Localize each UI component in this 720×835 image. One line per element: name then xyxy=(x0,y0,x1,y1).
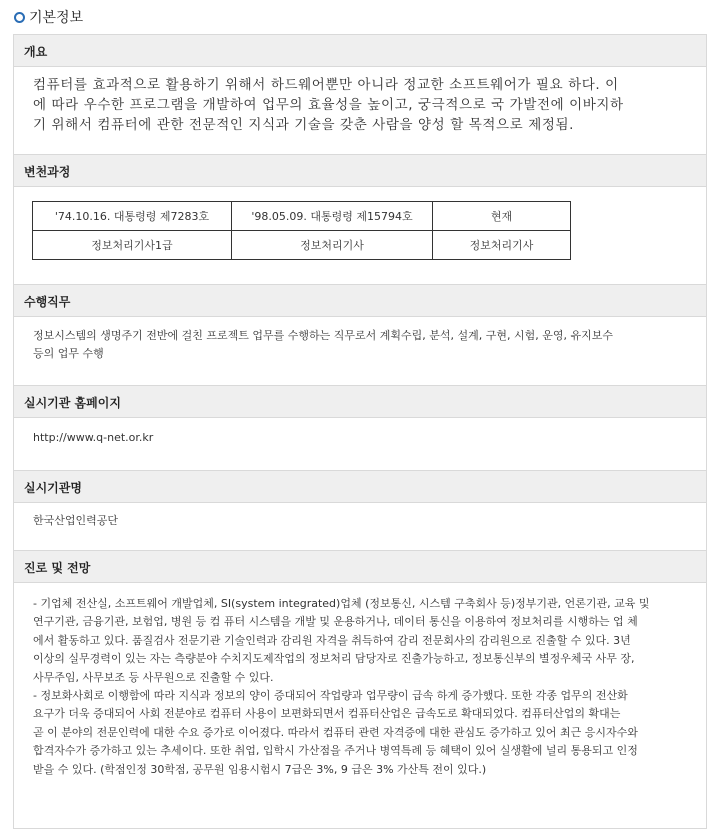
overview-heading: 개요 xyxy=(24,45,48,59)
duties-body xyxy=(13,317,707,385)
page-title: 기본정보 xyxy=(29,10,84,26)
duties-heading: 수행직무 xyxy=(24,295,71,309)
outlook-header xyxy=(13,550,707,583)
bottom-border xyxy=(13,828,707,829)
duties-line: 등의 업무 수행 xyxy=(33,347,104,360)
outlook-text xyxy=(33,595,703,779)
history-date-cell: '98.05.09. 대통령령 제15794호 xyxy=(232,202,433,231)
outlook-line: 이상의 실무경력이 있는 자는 측량분야 수치지도제작업의 정보처리 담당자로 진출가능하고, 정보통신부의 별정우체국 사무 장, xyxy=(33,652,635,666)
circle-bullet-icon xyxy=(14,12,25,23)
history-dates-row xyxy=(33,202,571,231)
outlook-line: 사무주임, 사무보조 등 사무원으로 진출할 수 있다. xyxy=(33,670,274,684)
outlook-line: 합격자수가 증가하고 있는 추세이다. 또한 취업, 입학시 가산점을 주거나 병역특례 등 혜택이 있어 실생활에 널리 통용되고 인정 xyxy=(33,744,638,758)
overview-line: 에 따라 우수한 프로그램을 개발하여 업무의 효율성을 높이고, 궁극적으로 국 가발전에 이바지하 xyxy=(33,97,624,113)
outlook-line: - 기업체 전산실, 소프트웨어 개발업체, SI(system integrated)업체 (정보통신, 시스템 구축회사 등)정부기관, 언론기관, 교육 및 xyxy=(33,597,650,610)
institution-header xyxy=(13,470,707,503)
history-names-row xyxy=(33,231,571,260)
outlook-body xyxy=(13,583,707,829)
outlook-heading: 진로 및 전망 xyxy=(24,561,91,575)
history-heading: 변천과정 xyxy=(24,165,71,179)
institution-heading: 실시기관명 xyxy=(24,481,82,495)
history-name-cell: 정보처리기사 xyxy=(433,231,571,260)
outlook-line: 에서 활동하고 있다. 품질검사 전문기관 기술인력과 감리원 자격을 취득하여 감리 전문회사의 감리원으로 진출할 수 있다. 3년 xyxy=(33,633,631,647)
overview-line: 컴퓨터를 효과적으로 활용하기 위해서 하드웨어뿐만 아니라 정교한 소프트웨어가 필요 하다. 이 xyxy=(33,77,619,93)
homepage-header xyxy=(13,385,707,418)
outlook-line: - 정보화사회로 이행함에 따라 지식과 정보의 양이 증대되어 작업량과 업무량이 급속 하게 증가했다. 또한 각종 업무의 전산화 xyxy=(33,689,628,703)
duties-line: 정보시스템의 생명주기 전반에 걸친 프로젝트 업무를 수행하는 직무로서 계획수립, 분석, 설계, 구현, 시험, 운영, 유지보수 xyxy=(33,329,613,342)
overview-text xyxy=(33,75,703,135)
homepage-link[interactable]: http://www.q-net.or.kr xyxy=(33,431,154,444)
overview-header xyxy=(13,34,707,67)
history-name-cell: 정보처리기사 xyxy=(232,231,433,260)
outlook-line: 곧 이 분야의 전문인력에 대한 수요 증가로 이어졌다. 따라서 컴퓨터 관련 자격증에 대한 관심도 증가하고 있어 최근 응시자수와 xyxy=(33,725,638,739)
history-date-cell: 현재 xyxy=(433,202,571,231)
duties-text xyxy=(33,327,703,363)
page-header xyxy=(14,6,83,28)
institution-body xyxy=(13,503,707,551)
history-date-cell: '74.10.16. 대통령령 제7283호 xyxy=(33,202,232,231)
overview-body xyxy=(13,67,707,154)
history-header xyxy=(13,154,707,187)
outlook-line: 요구가 더욱 증대되어 사회 전분야로 컴퓨터 사용이 보편화되면서 컴퓨터산업은 급속도로 확대되었다. 컴퓨터산업의 확대는 xyxy=(33,707,621,721)
history-table xyxy=(32,201,571,260)
overview-line: 기 위해서 컴퓨터에 관한 전문적인 지식과 기술을 갖춘 사람을 양성 할 목적으로 제정됨. xyxy=(33,117,575,133)
outlook-line: 받을 수 있다. (학점인정 30학점, 공무원 임용시험시 7급은 3%, 9 급은 3% 가산특 전이 있다.) xyxy=(33,762,487,776)
duties-header xyxy=(13,284,707,317)
outlook-line: 연구기관, 금융기관, 보험업, 병원 등 컴 퓨터 시스템을 개발 및 운용하거나, 데이터 통신을 이용하여 정보처리를 시행하는 업 체 xyxy=(33,615,638,629)
institution-name: 한국산업인력공단 xyxy=(33,514,119,527)
homepage-heading: 실시기관 홈페이지 xyxy=(24,396,121,410)
homepage-body xyxy=(13,418,707,470)
history-name-cell: 정보처리기사1급 xyxy=(33,231,232,260)
